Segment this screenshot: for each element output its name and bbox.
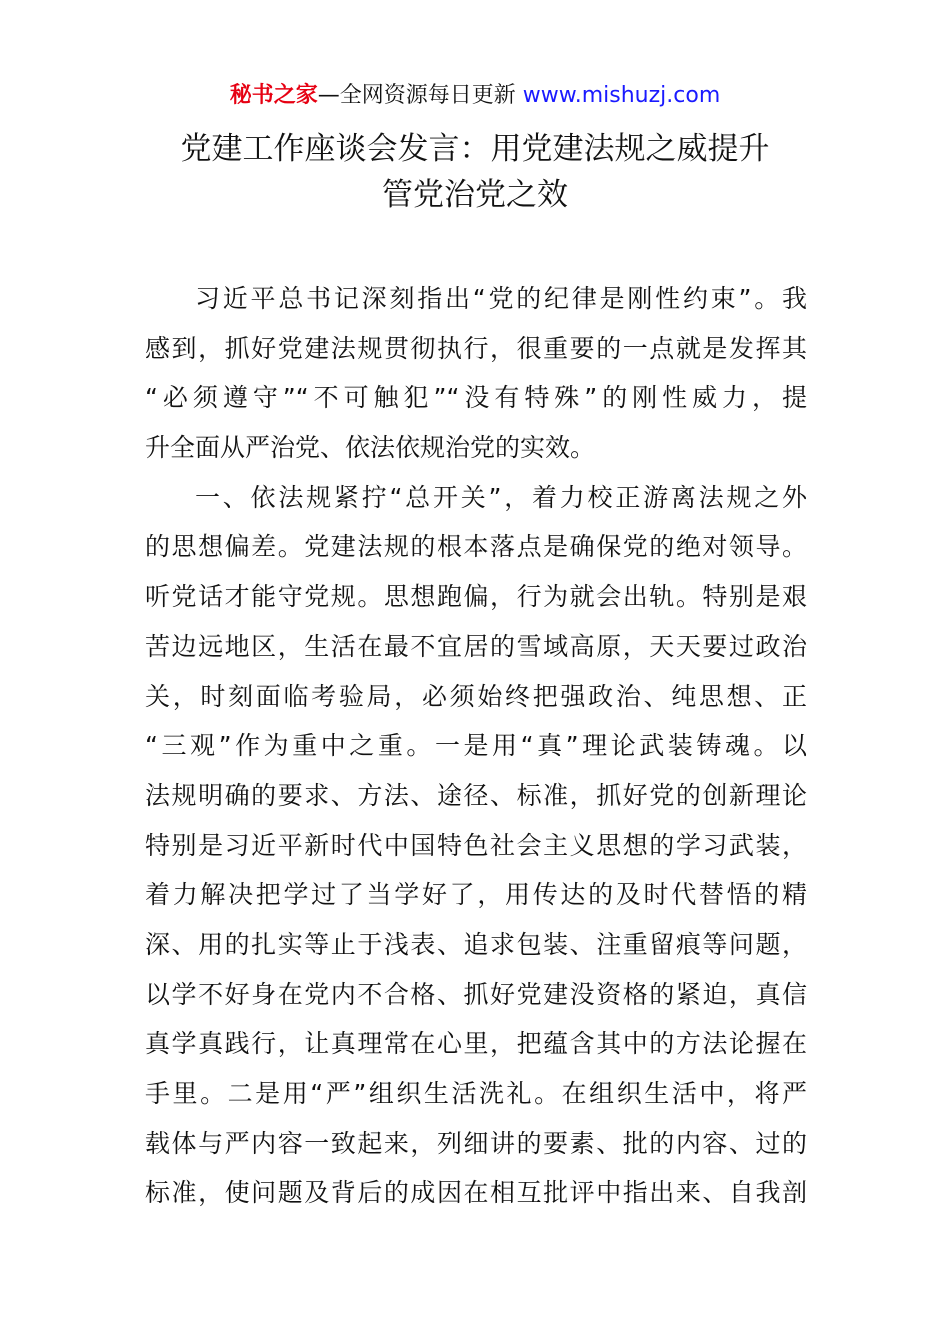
site-url[interactable]: www.mishuzj.com bbox=[522, 83, 721, 108]
body-line: 载体与严内容一致起来，列细讲的要素、批的内容、过的 bbox=[145, 1128, 807, 1158]
body-line: 深、用的扎实等止于浅表、追求包装、注重留痕等问题， bbox=[145, 929, 807, 959]
body-line: 一、依法规紧拧“总开关”，着力校正游离法规之外 bbox=[195, 482, 807, 512]
body-line: 真学真践行，让真理常在心里，把蕴含其中的方法论握在 bbox=[145, 1029, 807, 1059]
title-line-1: 党建工作座谈会发言：用党建法规之威提升 bbox=[180, 131, 770, 167]
document-body bbox=[145, 274, 807, 1218]
body-line: “必须遵守”“不可触犯”“没有特殊”的刚性威力，提 bbox=[145, 383, 807, 413]
site-tagline: —全网资源每日更新 bbox=[317, 83, 523, 108]
body-line: 听党话才能守党规。思想跑偏，行为就会出轨。特别是艰 bbox=[145, 582, 807, 612]
body-line: 的思想偏差。党建法规的根本落点是确保党的绝对领导。 bbox=[145, 532, 807, 562]
body-line: 苦边远地区，生活在最不宜居的雪域高原，天天要过政治 bbox=[145, 631, 807, 661]
body-line: 习近平总书记深刻指出“党的纪律是刚性约束”。我 bbox=[195, 284, 807, 313]
body-line: 标准，使问题及背后的成因在相互批评中指出来、自我剖 bbox=[145, 1178, 807, 1208]
site-header bbox=[0, 80, 950, 112]
body-line: 手里。二是用“严”组织生活洗礼。在组织生活中，将严 bbox=[145, 1079, 807, 1108]
body-line: 以学不好身在党内不合格、抓好党建没资格的紧迫，真信 bbox=[145, 979, 807, 1009]
site-brand: 秘书之家 bbox=[229, 83, 318, 108]
document-title bbox=[0, 126, 950, 218]
body-line: “三观”作为重中之重。一是用“真”理论武装铸魂。以 bbox=[145, 731, 807, 761]
title-line-2: 管党治党之效 bbox=[382, 177, 568, 213]
body-line: 升全面从严治党、依法依规治党的实效。 bbox=[145, 433, 596, 463]
body-line: 特别是习近平新时代中国特色社会主义思想的学习武装， bbox=[145, 830, 807, 860]
body-line: 法规明确的要求、方法、途径、标准，抓好党的创新理论 bbox=[145, 780, 807, 810]
body-line: 感到，抓好党建法规贯彻执行，很重要的一点就是发挥其 bbox=[145, 333, 807, 363]
body-line: 关，时刻面临考验局，必须始终把强政治、纯思想、正 bbox=[145, 681, 807, 711]
body-line: 着力解决把学过了当学好了，用传达的及时代替悟的精 bbox=[145, 880, 807, 910]
